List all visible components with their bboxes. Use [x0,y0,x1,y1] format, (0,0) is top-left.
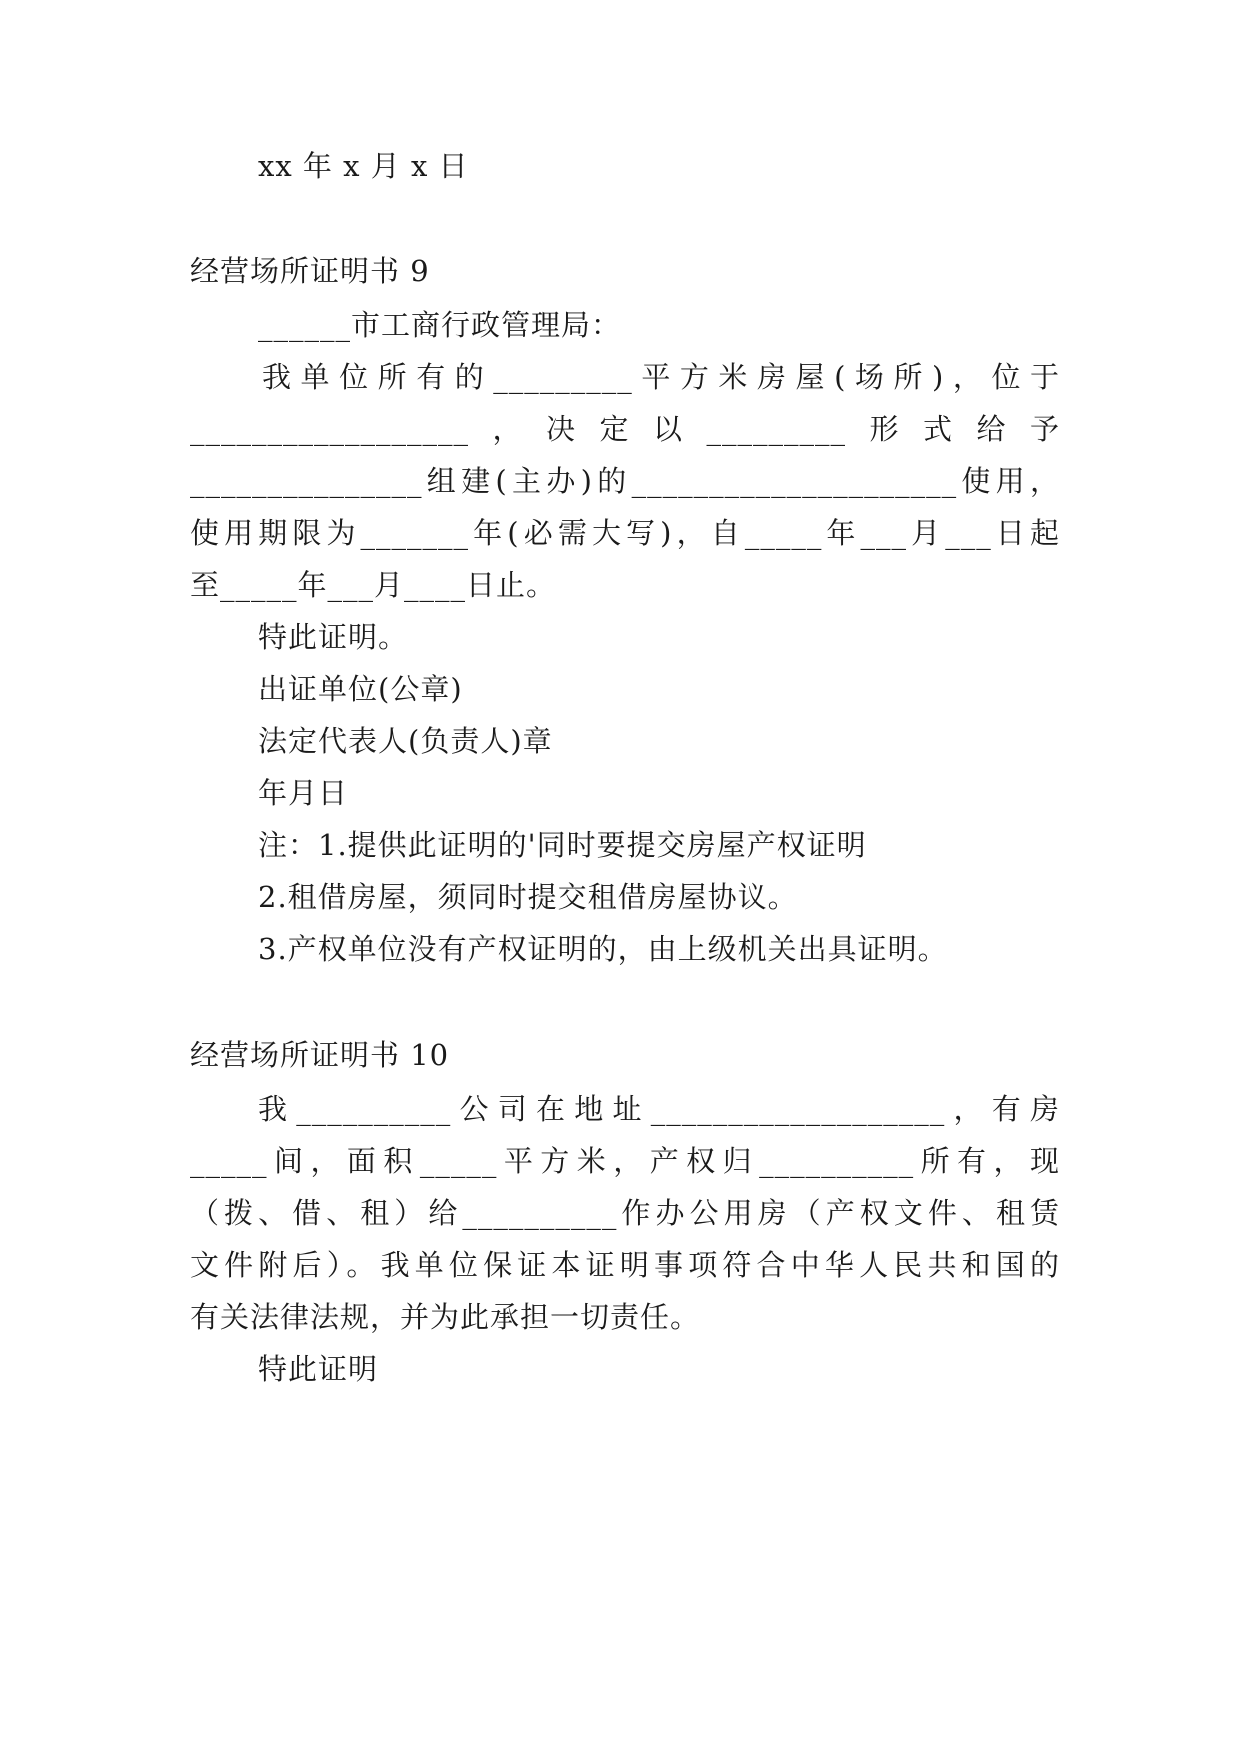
cert9-representative: 法定代表人(负责人)章 [258,724,553,758]
cert9-date: 年月日 [258,776,349,810]
cert9-addressee: ______市工商行政管理局： [258,308,622,342]
cert9-title: 经营场所证明书 9 [190,254,430,288]
cert10-body-line: 我__________公司在地址___________________，有房 [258,1092,1060,1126]
cert10-body-line: 有关法律法规，并为此承担一切责任。 [190,1300,701,1334]
cert9-note: 2.租借房屋，须同时提交租借房屋协议。 [258,880,798,914]
cert9-body-line: 使用期限为_______年(必需大写)，自_____年___月___日起 [190,516,1060,550]
cert9-closing: 特此证明。 [258,620,409,654]
cert9-body-line: _______________组建(主办)的_____________________使用， [190,464,1060,498]
cert9-issuer: 出证单位(公章) [258,672,463,706]
cert10-body-line: _____间，面积_____平方米，产权归__________所有，现 [190,1144,1060,1178]
date-line: xx 年 x 月 x 日 [258,149,469,183]
cert9-note: 注：1.提供此证明的'同时要提交房屋产权证明 [258,828,867,862]
cert10-body-line: 文件附后）。我单位保证本证明事项符合中华人民共和国的 [190,1248,1060,1282]
cert10-closing: 特此证明 [258,1352,379,1386]
cert9-note: 3.产权单位没有产权证明的，由上级机关出具证明。 [258,932,948,966]
cert9-body-line: 至_____年___月____日止。 [190,568,557,602]
cert10-title: 经营场所证明书 10 [190,1038,450,1072]
cert9-body-line: 我单位所有的_________平方米房屋(场所)，位于 [262,360,1060,394]
cert9-body-line: __________________，决定以_________形式给予 [190,412,1060,446]
cert10-body-line: （拨、借、租）给__________作办公用房（产权文件、租赁 [190,1196,1060,1230]
